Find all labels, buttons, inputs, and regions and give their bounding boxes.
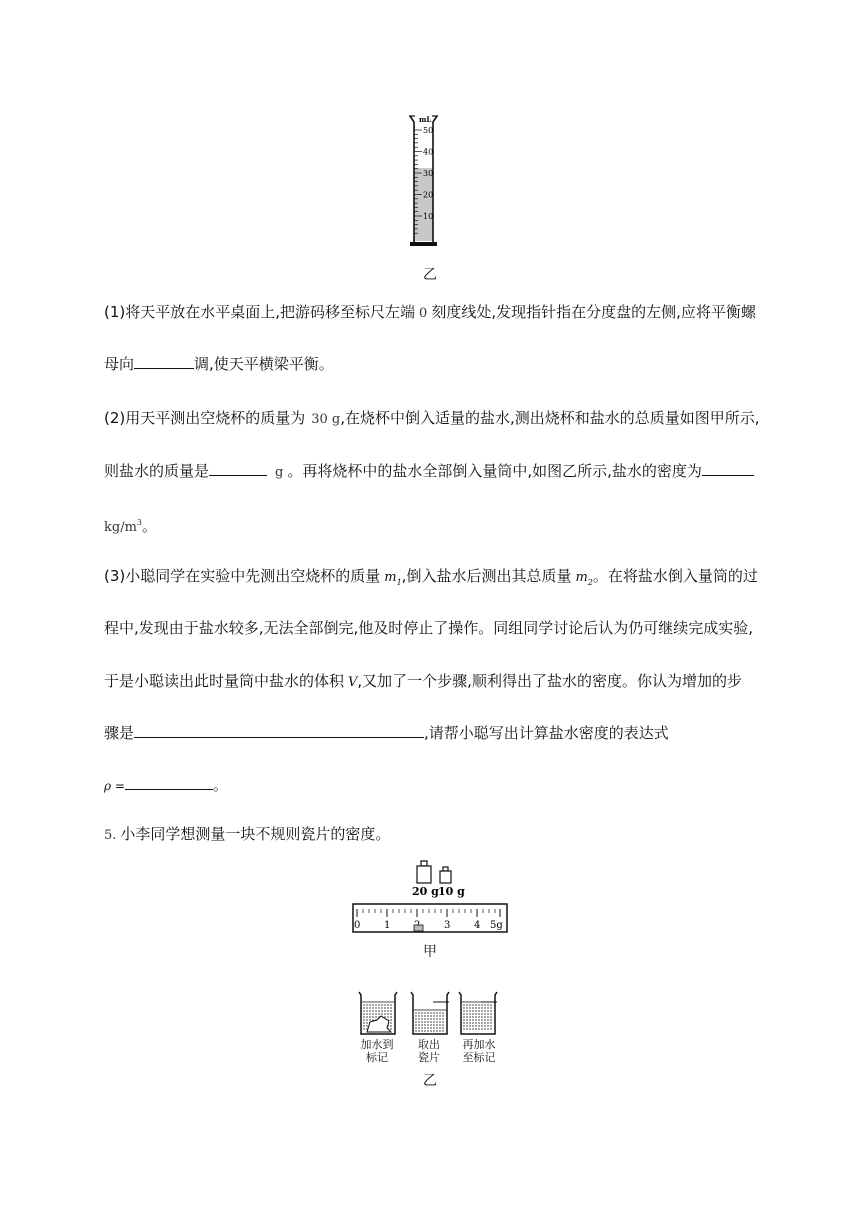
cylinder-tick-label: 50: [423, 126, 434, 135]
beaker-2-icon: [411, 992, 449, 1034]
beaker-label: 加水到 标记: [360, 1038, 394, 1064]
question-2-line-1: (2)用天平测出空烧杯的质量为 30 g,在烧杯中倒入适量的盐水,测出烧杯和盐水的总质量如图甲所示,: [104, 409, 760, 427]
answer-blank[interactable]: [125, 775, 213, 790]
scale-tick-label: 1: [384, 920, 391, 931]
question-1-line-1: (1)将天平放在水平桌面上,把游码移至标尺左端 0 刻度线处,发现指针指在分度盘的左侧,应将平衡螺: [104, 303, 756, 321]
question-3-line-2: 程中,发现由于盐水较多,无法全部倒完,他及时停止了操作。同组同学讨论后认为仍可继续完成实验,: [104, 619, 754, 637]
question-5-text: 5. 小李同学想测量一块不规则瓷片的密度。: [104, 825, 391, 843]
question-2-line-2: 则盐水的质量是 g 。再将烧杯中的盐水全部倒入量筒中,如图乙所示,盐水的密度为: [104, 461, 754, 483]
beakers-figure: [355, 988, 505, 1040]
scale-tick-label: 3: [444, 920, 451, 931]
answer-blank[interactable]: [134, 354, 194, 369]
question-2-line-3: $kg/m^3$。: [104, 517, 158, 535]
weight-label: 20 g: [412, 885, 439, 898]
cylinder-tick-label: 10: [423, 212, 434, 221]
figure-caption-yi-2: 乙: [423, 1073, 437, 1089]
scale-tick-label: 5g: [490, 920, 503, 931]
answer-blank[interactable]: [134, 723, 424, 738]
answer-blank[interactable]: [209, 461, 267, 476]
question-3-line-3: 于是小聪读出此时量筒中盐水的体积 V,又加了一个步骤,顺利得出了盐水的密度。你认为增加的步: [104, 672, 742, 690]
beaker-1-icon: [359, 992, 397, 1034]
rider-marker: [414, 925, 423, 931]
beaker-label: 取出 瓷片: [418, 1038, 440, 1064]
graduated-cylinder-figure: [400, 112, 450, 252]
scale-tick-label: 0: [354, 920, 361, 931]
figure-caption-yi: 乙: [423, 267, 437, 283]
weight-10g-icon: [440, 867, 451, 883]
cylinder-unit: mL: [419, 115, 432, 124]
porcelain-piece-icon: [367, 1016, 391, 1032]
question-1-line-2: 母向 调,使天平横梁平衡。: [104, 355, 334, 373]
question-3-line-5: ρ = 。: [104, 776, 228, 794]
figure-caption-jia: 甲: [423, 944, 437, 960]
weight-label: 10 g: [438, 885, 465, 898]
cylinder-tick-label: 30: [423, 169, 434, 178]
balance-scale-figure: [350, 858, 510, 938]
scale-tick-label: 4: [474, 920, 481, 931]
beaker-label: 再加水 至标记: [462, 1038, 496, 1064]
cylinder-tick-label: 20: [423, 190, 434, 200]
question-3-line-1: (3)小聪同学在实验中先测出空烧杯的质量 $m_1$,倒入盐水后测出其总质量 $m_2$。在将盐水倒入量筒的过: [104, 567, 758, 587]
cylinder-tick-label: 40: [423, 147, 434, 157]
question-3-line-4: 骤是 ,请帮小聪写出计算盐水密度的表达式: [104, 724, 669, 742]
answer-blank[interactable]: [702, 461, 754, 476]
weight-20g-icon: [417, 861, 431, 883]
beaker-3-icon: [459, 992, 497, 1034]
